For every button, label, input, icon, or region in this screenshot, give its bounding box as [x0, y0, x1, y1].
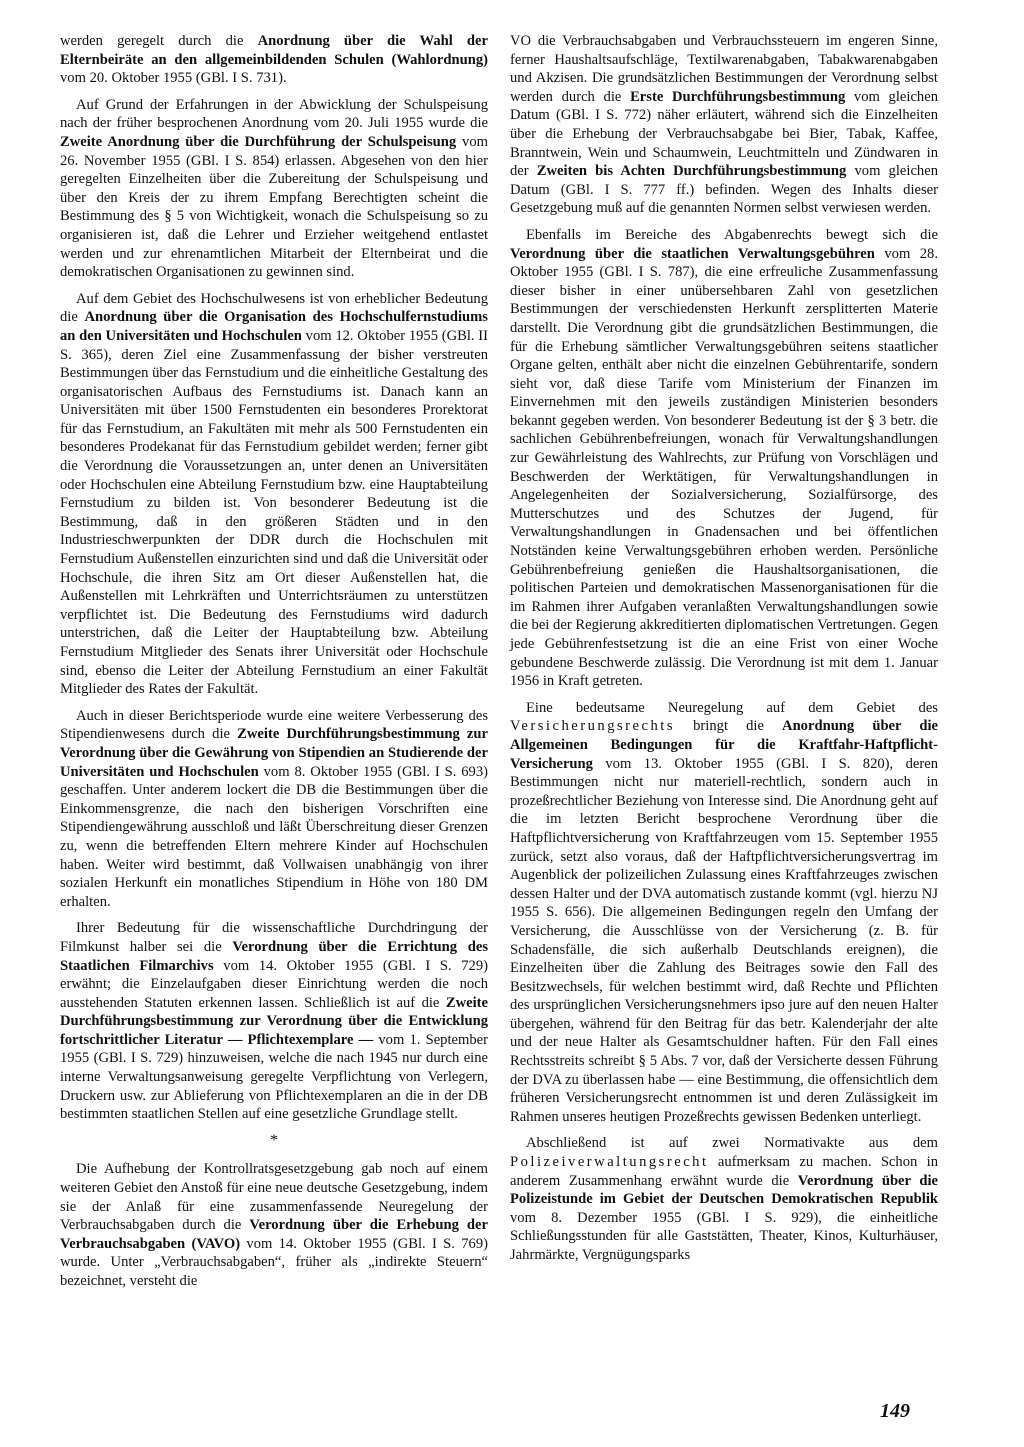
paragraph: Ebenfalls im Bereiche des Abgabenrechts bewegt sich die Verordnung über die staatlichen Verwaltungsgebühren vom 28. Oktober 1955 (GBl. I S. 787), die eine erfreuliche Zusammenfassung dieser bisher in einer unübersehbaren Zahl von gesetzlichen Bestimmungen der verschiedensten Herkunft zersplitterten Materie darstellt. Die Verordnung gibt die grundsätzlichen Bestimmungen, die für die Erhebung sämtlicher Verwaltungsgebühren seitens staatlicher Organe gelten, enthält aber nicht die einzelnen Gebührentarife, sondern sieht vor, daß diese Tarife vom Ministerium der Finanzen im Einvernehmen mit den jeweils zuständigen Ministerien besonders bekannt gegeben werden. Von besonderer Bedeutung ist der § 3 betr. die sachlichen Gebührenbefreiungen, wonach für Verwaltungshandlungen zur Gewährleistung des Wahlrechts, zur Prüfung von Vorschlägen und Beschwerden der Werktätigen, für Verwaltungshandlungen in Angelegenheiten der Sozialversicherung, Sozialfürsorge, des Mutterschutzes und des Schutzes der Jugend, für Verwaltungshandlungen in Gnadensachen und bei öffentlichen Notständen keine Verwaltungsgebühren erhoben werden. Persönliche Gebührenbefreiung genießen die Haushaltsorganisationen, die politischen Parteien und demokratischen Massenorganisationen für die im Rahmen ihrer Aufgaben veranlaßten Verwaltungshandlungen sowie die bei der Regierung akkreditierten diplomatischen Vertretungen. Gegen jede Gebührenfestsetzung ist die an eine Frist von einer Woche gebundene Beschwerde zulässig. Die Verordnung ist mit dem 1. Januar 1956 in Kraft getreten. [510, 226, 939, 690]
paragraph: Auf Grund der Erfahrungen in der Abwicklung der Schulspeisung nach der früher besprochenen Anordnung vom 20. Juli 1955 wurde die Zweite Anordnung über die Durchführung der Schulspeisung vom 26. November 1955 (GBl. I S. 854) erlassen. Abgesehen von den hier geregelten Einzelheiten über die Zubereitung der Schulspeisung und über den Kreis der zu ihrem Empfang Berechtigten scheint die Bestimmung des § 5 von Wichtigkeit, wonach die Schulspeisung so zu organisieren ist, daß die Lehrer und Erzieher weitgehend entlastet werden und zur ehrenamtlichen Mitarbeit der Elternbeirat und die demokratischen Organisationen zu gewinnen sind. [60, 96, 488, 281]
paragraph: Abschließend ist auf zwei Normativakte aus dem Polizeiverwaltungsrecht aufmerksam zu machen. Schon in anderem Zusammenhang erwähnt wurde die Verordnung über die Polizeistunde im Gebiet der Deutschen Demokratischen Republik vom 8. Dezember 1955 (GBl. I S. 929), die einheitliche Schließungsstunden für alle Gaststätten, Theater, Kinos, Kulturhäuser, Jahrmärkte, Vergnügungsparks [510, 1135, 939, 1263]
left-column [60, 32, 488, 1299]
paragraph: Eine bedeutsame Neuregelung auf dem Gebiet des Versicherungsrechts bringt die Anordnung über die Allgemeinen Bedingungen für die Kraftfahr-Haftpflicht-Versicherung vom 13. Oktober 1955 (GBl. I S. 820), deren Bestimmungen nicht nur materiell-rechtlich, sondern auch in prozeßrechtlicher Beziehung von Interesse sind. Die Anordnung geht auf die im letzten Bericht besprochene Verordnung über die Haftpflichtversicherung von Kraftfahrzeugen vom 15. September 1955 zurück, setzt also voraus, daß der Haftpflichtversicherungsvertrag im Augenblick der polizeilichen Zulassung eines Kraftfahrzeuges zwischen dessen Halter und der DVA automatisch zustande kommt (vgl. hierzu NJ 1955 S. 656). Die allgemeinen Bedingungen regeln den Umfang der Versicherung, die Ausschlüsse von der Versicherung (z. B. für Schadensfälle, die sich außerhalb Deutschlands ereignen), die Einzelheiten über die Zahlung des Beitrages sowie den Fall des Besitzwechsels, für welchen bestimmt wird, daß Rechte und Pflichten des ursprünglichen Versicherungsnehmers ipso jure auf den neuen Halter übergehen, während für den Beitrag für das betr. Kalenderjahr der alte und der neue Halter als Gesamtschuldner haften. Für den Fall eines Rechtsstreits schreibt § 5 Abs. 7 vor, daß der Versicherte dessen Führung der DVA zu überlassen habe — eine Bestimmung, die offensichtlich dem früheren Versicherungsrecht entnommen ist und deren Zulässigkeit im Rahmen unseres heutigen Prozeßrechts gewissen Bedenken unterliegt. [510, 699, 938, 1125]
paragraph: werden geregelt durch die Anordnung über die Wahl der Elternbeiräte an den allgemeinbildenden Schulen (Wahlordnung) vom 20. Oktober 1955 (GBl. I S. 731). [60, 33, 489, 87]
paragraph: Ihrer Bedeutung für die wissenschaftliche Durchdringung der Filmkunst halber sei die Verordnung über die Errichtung des Staatlichen Filmarchivs vom 14. Oktober 1955 (GBl. I S. 729) erwähnt; die Einzelaufgaben dieser Einrichtung werden die noch ausstehenden Statuten erkennen lassen. Schließlich ist auf die Zweite Durchführungsbestimmung zur Verordnung über die Entwicklung fortschrittlicher Literatur — Pflichtexemplare — vom 1. September 1955 (GBl. I S. 729) hinzuweisen, welche die nach 1945 nur durch eine interne Verwaltungsanweisung geregelte Verpflichtung von Verlegern, Druckern usw. zur Ablieferung von Pflichtexemplaren an die in der DB bestimmten staatlichen Stellen auf eine gesetzliche Grundlage stellt. [60, 920, 488, 1123]
page-number: 149 [880, 1400, 910, 1422]
paragraph: Auch in dieser Berichtsperiode wurde eine weitere Verbesserung des Stipendienwesens durch die Zweite Durchführungsbestimmung zur Verordnung über die Gewährung von Stipendien an Studierende der Universitäten und Hochschulen vom 8. Oktober 1955 (GBl. I S. 693) geschaffen. Unter anderem lockert die DB die Bestimmungen über die Einkommensgrenze, die nach den bisherigen Vorschriften eine Stipendiengewährung ausschloß und läßt Überschreitung dieser Grenzen zu, wenn die betreffenden Eltern mehrere Kinder auf Hochschulen haben. Weiter wird bestimmt, daß Vollwaisen unabhängig von ihrer sozialen Herkunft ein monatliches Stipendium in Höhe von 180 DM erhalten. [60, 707, 488, 910]
paragraph: Die Aufhebung der Kontrollratsgesetzgebung gab noch auf einem weiteren Gebiet den Anstoß für eine neue deutsche Gesetzgebung, indem sie der Anlaß für eine zusammenfassende Neuregelung der Verbrauchsabgaben durch die Verordnung über die Erhebung der Verbrauchsabgaben (VAVO) vom 14. Oktober 1955 (GBl. I S. 769) wurde. Unter „Verbrauchsabgaben“, früher als „indirekte Steuern“ bezeichnet, versteht die [60, 1161, 488, 1289]
paragraph: VO die Verbrauchsabgaben und Verbrauchssteuern im engeren Sinne, ferner Haushaltsaufschläge, Textilwarenabgaben, Tabakwarenabgaben und Akzisen. Die grundsätzlichen Bestimmungen der Verordnung selbst werden durch die Erste Durchführungsbestimmung vom gleichen Datum (GBl. I S. 772) näher erläutert, während sich die Einzelheiten über die Erhebung der Verbrauchsabgabe bei Bier, Tabak, Kaffee, Branntwein, Wein und Schaumwein, Leuchtmitteln und Zündwaren in der Zweiten bis Achten Durchführungsbestimmung vom gleichen Datum (GBl. I S. 777 ff.) befinden. Wegen des Inhalts dieser Gesetzgebung muß auf die genannten Normen selbst verwiesen werden. [510, 33, 938, 217]
section-separator: * [270, 1131, 278, 1149]
paragraph: Auf dem Gebiet des Hochschulwesens ist von erheblicher Bedeutung die Anordnung über die Organisation des Hochschulfernstudiums an den Universitäten und Hochschulen vom 12. Oktober 1955 (GBl. II S. 365), deren Ziel eine Zusammenfassung der bisher verstreuten Bestimmungen über das Fernstudium und die einheitliche Gestaltung des organisatorischen Aufbaus des Fernstudiums ist. Danach kann an Universitäten mit über 1500 Fernstudenten ein besonderes Prorektorat für das Fernstudium, an Fakultäten mit mehr als 500 Fernstudenten ein besonderes Prodekanat für das Fernstudium gebildet werden; ferner gibt die Verordnung die Voraussetzungen an, unter denen an Universitäten oder Hochschulen eine Abteilung Fernstudium bzw. eine Hauptabteilung Fernstudium zu bilden ist. Von besonderer Bedeutung ist die Bestimmung, daß in den größeren Städten und in den Industrieschwerpunkten der DDR durch die Hochschulen mit Fernstudium Außenstellen einzurichten sind und daß die Universität oder Hochschule, die ihren Sitz am Ort dieser Außenstellen hat, die Außenstellen mit Lehrkräften und Unterrichtsräumen zu unterstützen verpflichtet ist. Die Bedeutung des Fernstudiums wird dadurch unterstrichen, daß die Leiter der Hauptabteilung bzw. Abteilung Fernstudium Mitglieder des Senats ihrer Universität oder Hochschule sind, ebenso die Leiter der Abteilung Fernstudium an einer Fakultät Mitglieder des Rates der Fakultät. [60, 290, 488, 698]
right-column [510, 32, 938, 1273]
